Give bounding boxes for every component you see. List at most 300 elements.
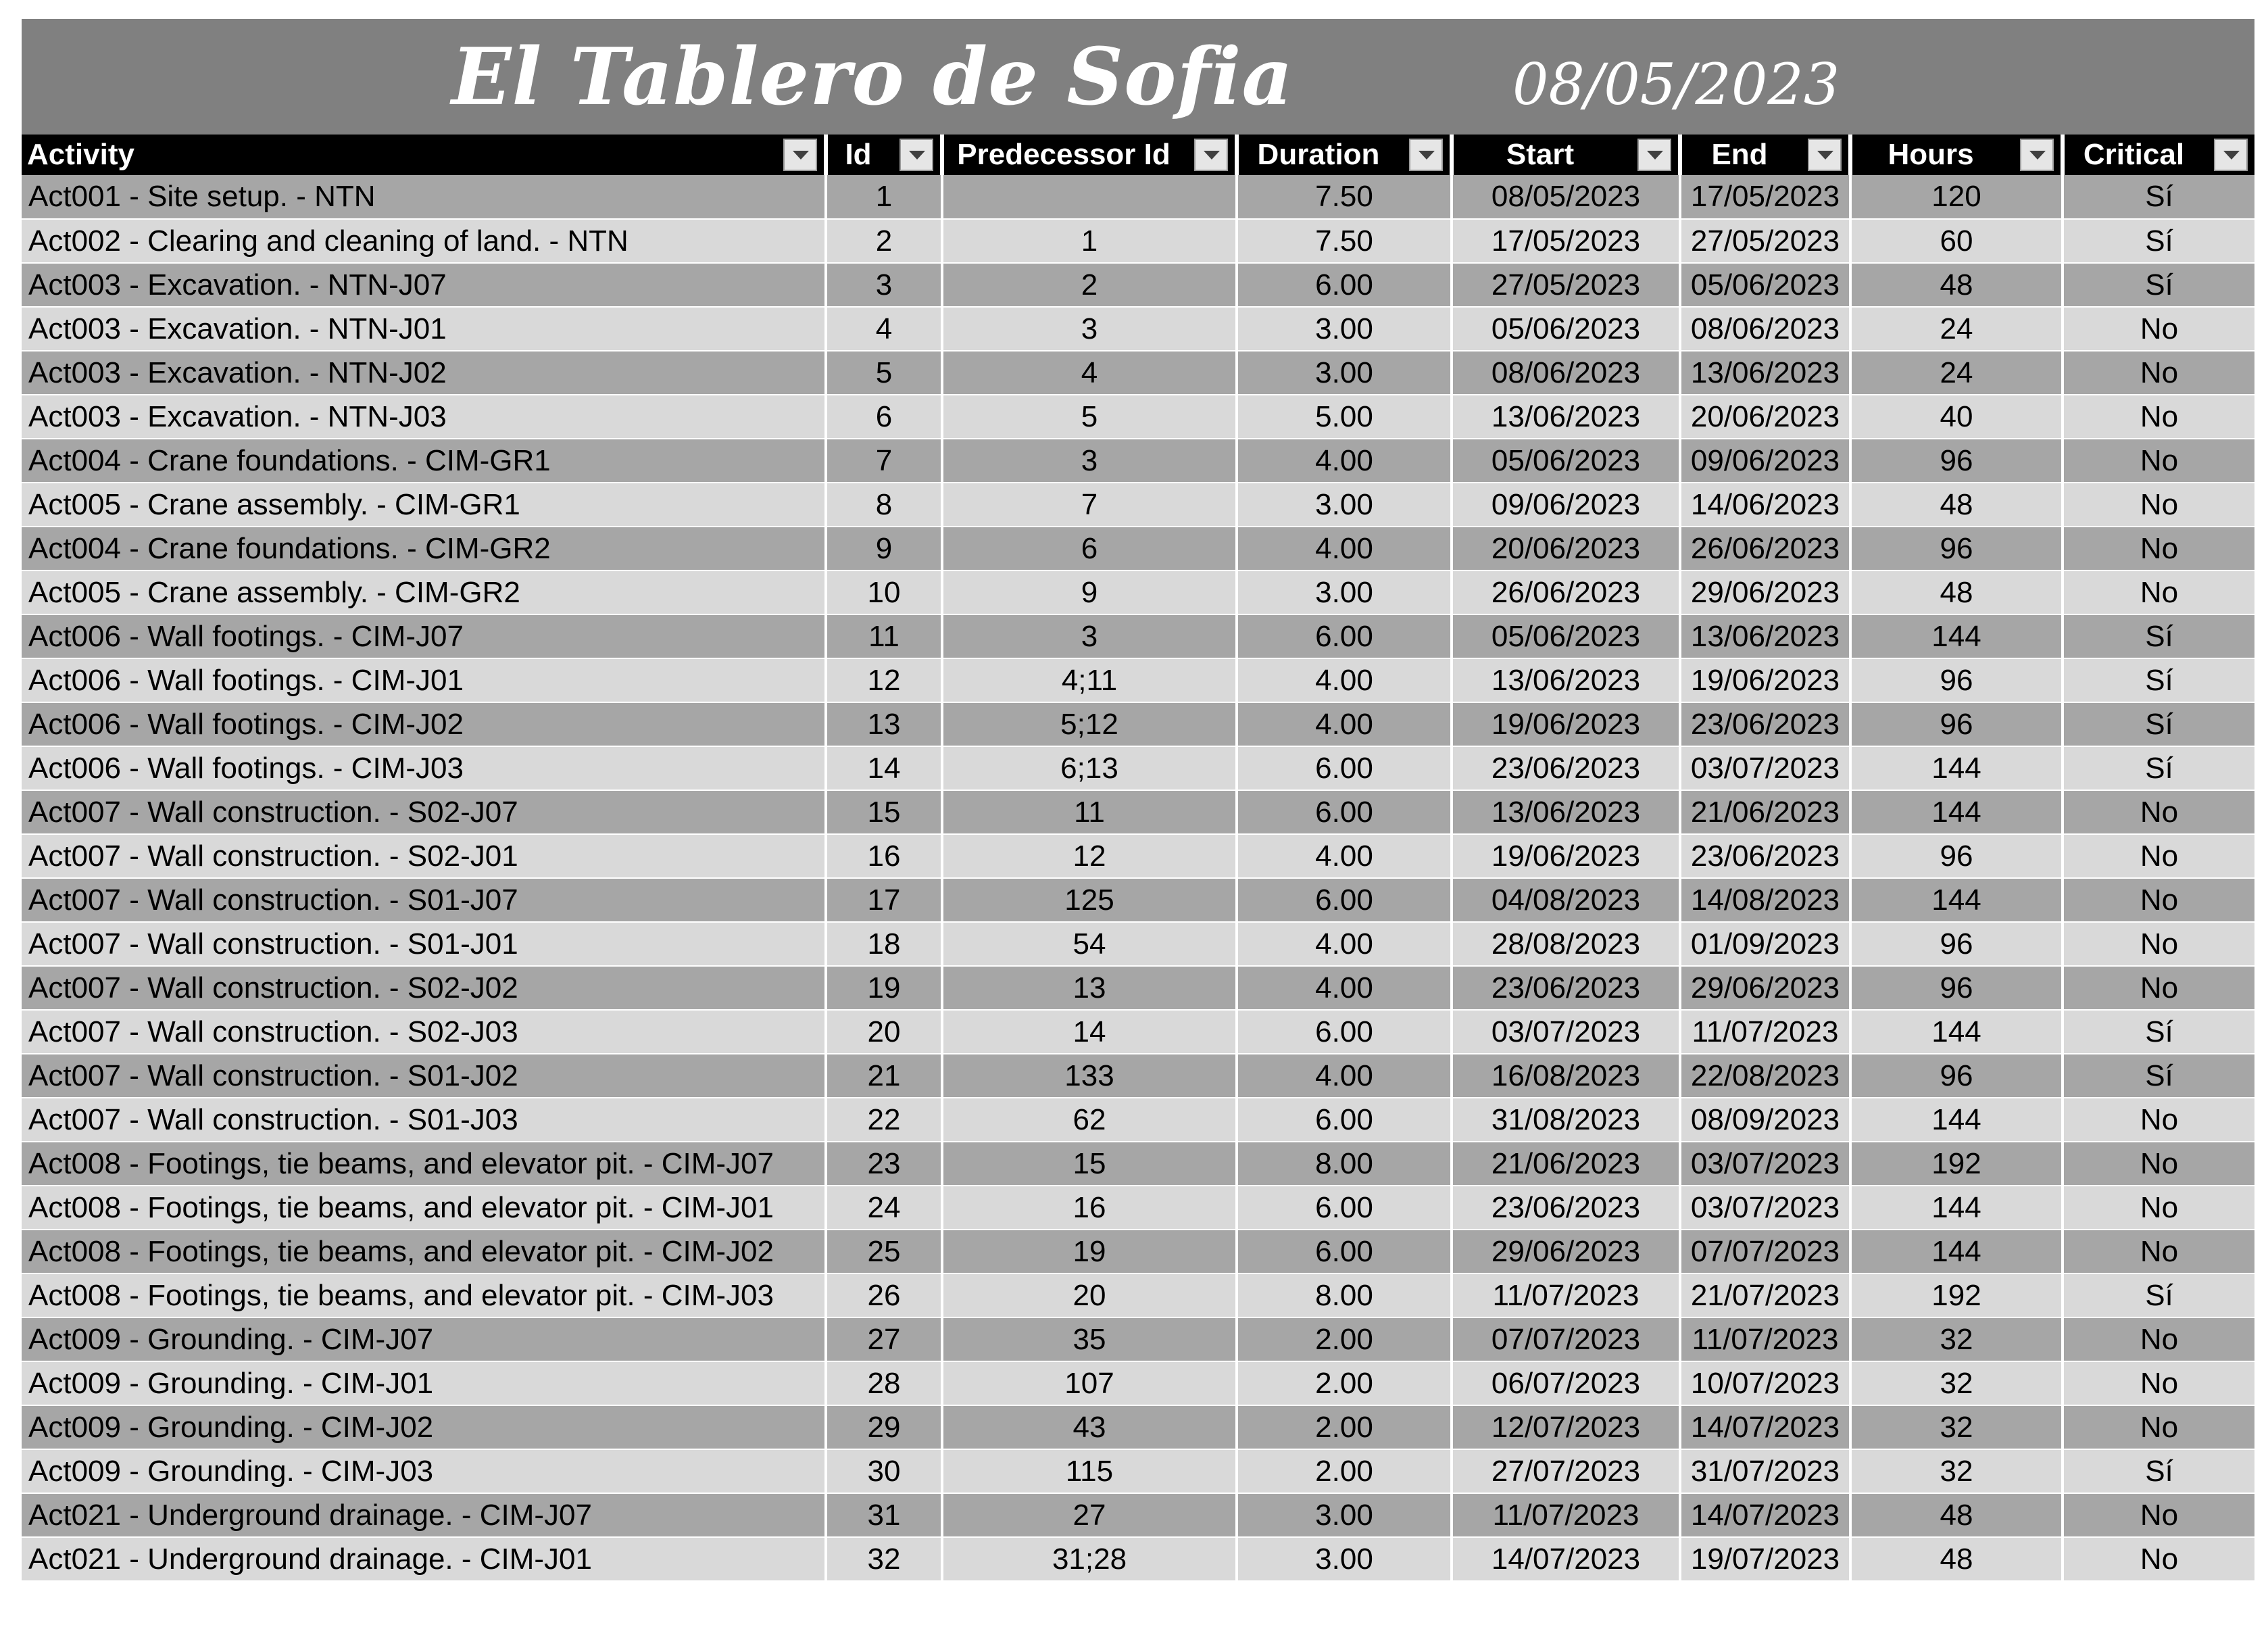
cell-predecessor-id[interactable]: 15	[942, 1142, 1237, 1186]
cell-end[interactable]: 29/06/2023	[1680, 966, 1850, 1010]
cell-critical[interactable]: No	[2063, 1361, 2254, 1405]
cell-predecessor-id[interactable]: 2	[942, 263, 1237, 307]
cell-end[interactable]: 21/06/2023	[1680, 790, 1850, 834]
filter-dropdown-icon[interactable]	[899, 139, 933, 171]
cell-id[interactable]: 26	[826, 1273, 942, 1317]
cell-duration[interactable]: 4.00	[1237, 922, 1452, 966]
cell-id[interactable]: 17	[826, 878, 942, 922]
cell-duration[interactable]: 2.00	[1237, 1317, 1452, 1361]
cell-id[interactable]: 13	[826, 702, 942, 746]
cell-hours[interactable]: 96	[1850, 966, 2063, 1010]
cell-duration[interactable]: 4.00	[1237, 658, 1452, 702]
cell-duration[interactable]: 3.00	[1237, 351, 1452, 395]
cell-critical[interactable]: Sí	[2063, 658, 2254, 702]
cell-duration[interactable]: 4.00	[1237, 1054, 1452, 1098]
cell-end[interactable]: 14/08/2023	[1680, 878, 1850, 922]
cell-end[interactable]: 23/06/2023	[1680, 702, 1850, 746]
cell-activity[interactable]: Act009 - Grounding. - CIM-J01	[22, 1361, 826, 1405]
cell-activity[interactable]: Act004 - Crane foundations. - CIM-GR2	[22, 527, 826, 571]
cell-hours[interactable]: 48	[1850, 263, 2063, 307]
cell-id[interactable]: 4	[826, 307, 942, 351]
cell-activity[interactable]: Act009 - Grounding. - CIM-J03	[22, 1449, 826, 1493]
table-row	[22, 351, 2254, 395]
cell-predecessor-id[interactable]: 7	[942, 483, 1237, 527]
cell-duration[interactable]: 3.00	[1237, 1493, 1452, 1537]
cell-duration[interactable]: 4.00	[1237, 834, 1452, 878]
cell-critical[interactable]: Sí	[2063, 263, 2254, 307]
cell-predecessor-id[interactable]: 4;11	[942, 658, 1237, 702]
title-banner	[22, 19, 2254, 135]
cell-hours[interactable]: 192	[1850, 1273, 2063, 1317]
cell-duration[interactable]: 6.00	[1237, 263, 1452, 307]
cell-critical[interactable]: No	[2063, 1142, 2254, 1186]
cell-critical[interactable]: Sí	[2063, 1273, 2254, 1317]
cell-hours[interactable]: 32	[1850, 1317, 2063, 1361]
cell-start[interactable]: 03/07/2023	[1452, 1010, 1680, 1054]
cell-predecessor-id[interactable]: 16	[942, 1186, 1237, 1230]
cell-activity[interactable]: Act001 - Site setup. - NTN	[22, 175, 826, 219]
cell-start[interactable]: 28/08/2023	[1452, 922, 1680, 966]
cell-activity[interactable]: Act006 - Wall footings. - CIM-J03	[22, 746, 826, 790]
cell-start[interactable]: 27/05/2023	[1452, 263, 1680, 307]
cell-activity[interactable]: Act007 - Wall construction. - S01-J03	[22, 1098, 826, 1142]
cell-id[interactable]: 12	[826, 658, 942, 702]
cell-end[interactable]: 29/06/2023	[1680, 571, 1850, 614]
column-header-critical	[2063, 135, 2254, 175]
cell-end[interactable]: 20/06/2023	[1680, 395, 1850, 439]
sheet-title: El Tablero de Sofia	[451, 31, 1293, 123]
cell-end[interactable]: 11/07/2023	[1680, 1317, 1850, 1361]
column-header-activity	[22, 135, 826, 175]
cell-critical[interactable]: No	[2063, 395, 2254, 439]
cell-start[interactable]: 09/06/2023	[1452, 483, 1680, 527]
cell-hours[interactable]: 40	[1850, 395, 2063, 439]
cell-id[interactable]: 15	[826, 790, 942, 834]
cell-critical[interactable]: No	[2063, 1493, 2254, 1537]
cell-critical[interactable]: No	[2063, 1537, 2254, 1581]
cell-end[interactable]: 13/06/2023	[1680, 614, 1850, 658]
cell-activity[interactable]: Act007 - Wall construction. - S02-J07	[22, 790, 826, 834]
cell-start[interactable]: 19/06/2023	[1452, 702, 1680, 746]
cell-end[interactable]: 14/06/2023	[1680, 483, 1850, 527]
cell-end[interactable]: 14/07/2023	[1680, 1493, 1850, 1537]
cell-activity[interactable]: Act008 - Footings, tie beams, and elevator pit. - CIM-J02	[22, 1230, 826, 1273]
cell-duration[interactable]: 6.00	[1237, 790, 1452, 834]
cell-id[interactable]: 8	[826, 483, 942, 527]
cell-activity[interactable]: Act021 - Underground drainage. - CIM-J01	[22, 1537, 826, 1581]
cell-hours[interactable]: 96	[1850, 834, 2063, 878]
cell-duration[interactable]: 6.00	[1237, 878, 1452, 922]
cell-critical[interactable]: No	[2063, 1230, 2254, 1273]
cell-end[interactable]: 13/06/2023	[1680, 351, 1850, 395]
cell-end[interactable]: 19/06/2023	[1680, 658, 1850, 702]
cell-start[interactable]: 29/06/2023	[1452, 1230, 1680, 1273]
cell-hours[interactable]: 96	[1850, 702, 2063, 746]
cell-activity[interactable]: Act005 - Crane assembly. - CIM-GR1	[22, 483, 826, 527]
cell-critical[interactable]: No	[2063, 527, 2254, 571]
cell-id[interactable]: 6	[826, 395, 942, 439]
cell-id[interactable]: 22	[826, 1098, 942, 1142]
cell-id[interactable]: 28	[826, 1361, 942, 1405]
cell-activity[interactable]: Act003 - Excavation. - NTN-J01	[22, 307, 826, 351]
cell-start[interactable]: 23/06/2023	[1452, 1186, 1680, 1230]
cell-predecessor-id[interactable]: 3	[942, 307, 1237, 351]
cell-id[interactable]: 18	[826, 922, 942, 966]
table-row	[22, 1405, 2254, 1449]
cell-duration[interactable]: 6.00	[1237, 1098, 1452, 1142]
cell-predecessor-id[interactable]: 27	[942, 1493, 1237, 1537]
cell-start[interactable]: 26/06/2023	[1452, 571, 1680, 614]
cell-hours[interactable]: 192	[1850, 1142, 2063, 1186]
table-row	[22, 746, 2254, 790]
cell-activity[interactable]: Act006 - Wall footings. - CIM-J02	[22, 702, 826, 746]
cell-id[interactable]: 10	[826, 571, 942, 614]
cell-end[interactable]: 14/07/2023	[1680, 1405, 1850, 1449]
table-row	[22, 966, 2254, 1010]
cell-id[interactable]: 19	[826, 966, 942, 1010]
column-label: Id	[845, 138, 872, 171]
cell-start[interactable]: 20/06/2023	[1452, 527, 1680, 571]
table-row	[22, 614, 2254, 658]
cell-id[interactable]: 7	[826, 439, 942, 483]
cell-activity[interactable]: Act021 - Underground drainage. - CIM-J07	[22, 1493, 826, 1537]
cell-hours[interactable]: 32	[1850, 1405, 2063, 1449]
filter-dropdown-icon[interactable]	[1409, 139, 1443, 171]
cell-hours[interactable]: 96	[1850, 1054, 2063, 1098]
cell-duration[interactable]: 7.50	[1237, 175, 1452, 219]
cell-predecessor-id[interactable]: 3	[942, 439, 1237, 483]
cell-activity[interactable]: Act009 - Grounding. - CIM-J07	[22, 1317, 826, 1361]
cell-duration[interactable]: 5.00	[1237, 395, 1452, 439]
cell-predecessor-id[interactable]: 4	[942, 351, 1237, 395]
cell-id[interactable]: 20	[826, 1010, 942, 1054]
cell-predecessor-id[interactable]: 1	[942, 219, 1237, 263]
column-label: Activity	[27, 138, 134, 171]
cell-activity[interactable]: Act007 - Wall construction. - S02-J02	[22, 966, 826, 1010]
cell-critical[interactable]: Sí	[2063, 1054, 2254, 1098]
cell-end[interactable]: 10/07/2023	[1680, 1361, 1850, 1405]
cell-start[interactable]: 13/06/2023	[1452, 790, 1680, 834]
cell-id[interactable]: 31	[826, 1493, 942, 1537]
column-header-id	[826, 135, 942, 175]
table-row	[22, 658, 2254, 702]
cell-predecessor-id[interactable]: 54	[942, 922, 1237, 966]
filter-dropdown-icon[interactable]	[1194, 139, 1228, 171]
filter-dropdown-icon[interactable]	[1808, 139, 1842, 171]
cell-id[interactable]: 14	[826, 746, 942, 790]
cell-hours[interactable]: 32	[1850, 1449, 2063, 1493]
cell-critical[interactable]: No	[2063, 483, 2254, 527]
cell-hours[interactable]: 144	[1850, 1010, 2063, 1054]
cell-start[interactable]: 11/07/2023	[1452, 1493, 1680, 1537]
cell-activity[interactable]: Act005 - Crane assembly. - CIM-GR2	[22, 571, 826, 614]
cell-hours[interactable]: 144	[1850, 1186, 2063, 1230]
cell-critical[interactable]: No	[2063, 571, 2254, 614]
cell-id[interactable]: 27	[826, 1317, 942, 1361]
table-row	[22, 1098, 2254, 1142]
cell-critical[interactable]: Sí	[2063, 175, 2254, 219]
cell-end[interactable]: 11/07/2023	[1680, 1010, 1850, 1054]
cell-start[interactable]: 13/06/2023	[1452, 395, 1680, 439]
cell-start[interactable]: 07/07/2023	[1452, 1317, 1680, 1361]
cell-predecessor-id[interactable]: 12	[942, 834, 1237, 878]
cell-predecessor-id[interactable]: 125	[942, 878, 1237, 922]
cell-duration[interactable]: 2.00	[1237, 1361, 1452, 1405]
cell-id[interactable]: 24	[826, 1186, 942, 1230]
column-header-start	[1452, 135, 1680, 175]
cell-duration[interactable]: 4.00	[1237, 702, 1452, 746]
cell-duration[interactable]: 8.00	[1237, 1142, 1452, 1186]
cell-id[interactable]: 5	[826, 351, 942, 395]
cell-hours[interactable]: 32	[1850, 1361, 2063, 1405]
cell-hours[interactable]: 96	[1850, 527, 2063, 571]
cell-end[interactable]: 27/05/2023	[1680, 219, 1850, 263]
cell-predecessor-id[interactable]: 107	[942, 1361, 1237, 1405]
cell-hours[interactable]: 144	[1850, 1230, 2063, 1273]
cell-activity[interactable]: Act008 - Footings, tie beams, and elevator pit. - CIM-J01	[22, 1186, 826, 1230]
cell-start[interactable]: 06/07/2023	[1452, 1361, 1680, 1405]
cell-duration[interactable]: 4.00	[1237, 966, 1452, 1010]
table-row	[22, 1493, 2254, 1537]
cell-hours[interactable]: 24	[1850, 307, 2063, 351]
cell-activity[interactable]: Act007 - Wall construction. - S01-J07	[22, 878, 826, 922]
cell-predecessor-id[interactable]: 62	[942, 1098, 1237, 1142]
cell-end[interactable]: 23/06/2023	[1680, 834, 1850, 878]
cell-critical[interactable]: No	[2063, 1098, 2254, 1142]
cell-hours[interactable]: 96	[1850, 658, 2063, 702]
cell-critical[interactable]: Sí	[2063, 1449, 2254, 1493]
cell-start[interactable]: 14/07/2023	[1452, 1537, 1680, 1581]
cell-start[interactable]: 31/08/2023	[1452, 1098, 1680, 1142]
cell-hours[interactable]: 48	[1850, 1493, 2063, 1537]
filter-dropdown-icon[interactable]	[2020, 139, 2054, 171]
cell-predecessor-id[interactable]: 6;13	[942, 746, 1237, 790]
cell-duration[interactable]: 4.00	[1237, 439, 1452, 483]
cell-critical[interactable]: No	[2063, 307, 2254, 351]
cell-critical[interactable]: No	[2063, 1186, 2254, 1230]
cell-id[interactable]: 1	[826, 175, 942, 219]
cell-end[interactable]: 01/09/2023	[1680, 922, 1850, 966]
cell-start[interactable]: 12/07/2023	[1452, 1405, 1680, 1449]
cell-hours[interactable]: 144	[1850, 878, 2063, 922]
cell-activity[interactable]: Act007 - Wall construction. - S02-J03	[22, 1010, 826, 1054]
cell-hours[interactable]: 24	[1850, 351, 2063, 395]
cell-end[interactable]: 08/06/2023	[1680, 307, 1850, 351]
column-label: Duration	[1257, 138, 1380, 171]
cell-end[interactable]: 26/06/2023	[1680, 527, 1850, 571]
cell-start[interactable]: 11/07/2023	[1452, 1273, 1680, 1317]
header-row	[22, 135, 2254, 175]
cell-predecessor-id[interactable]: 31;28	[942, 1537, 1237, 1581]
cell-predecessor-id[interactable]: 9	[942, 571, 1237, 614]
cell-id[interactable]: 29	[826, 1405, 942, 1449]
cell-end[interactable]: 03/07/2023	[1680, 746, 1850, 790]
cell-critical[interactable]: No	[2063, 1405, 2254, 1449]
cell-predecessor-id[interactable]: 20	[942, 1273, 1237, 1317]
table-row	[22, 1186, 2254, 1230]
cell-end[interactable]: 21/07/2023	[1680, 1273, 1850, 1317]
cell-activity[interactable]: Act007 - Wall construction. - S01-J01	[22, 922, 826, 966]
table-row	[22, 263, 2254, 307]
cell-critical[interactable]: No	[2063, 790, 2254, 834]
cell-duration[interactable]: 4.00	[1237, 527, 1452, 571]
cell-critical[interactable]: No	[2063, 834, 2254, 878]
cell-critical[interactable]: No	[2063, 351, 2254, 395]
table-row	[22, 439, 2254, 483]
cell-duration[interactable]: 3.00	[1237, 307, 1452, 351]
cell-critical[interactable]: No	[2063, 878, 2254, 922]
cell-end[interactable]: 19/07/2023	[1680, 1537, 1850, 1581]
cell-predecessor-id[interactable]: 19	[942, 1230, 1237, 1273]
cell-activity[interactable]: Act009 - Grounding. - CIM-J02	[22, 1405, 826, 1449]
table-row	[22, 219, 2254, 263]
table-row	[22, 1054, 2254, 1098]
cell-start[interactable]: 05/06/2023	[1452, 439, 1680, 483]
sheet-date: 08/05/2023	[1512, 51, 1840, 118]
cell-hours[interactable]: 120	[1850, 175, 2063, 219]
cell-id[interactable]: 30	[826, 1449, 942, 1493]
cell-activity[interactable]: Act003 - Excavation. - NTN-J02	[22, 351, 826, 395]
cell-id[interactable]: 2	[826, 219, 942, 263]
cell-end[interactable]: 09/06/2023	[1680, 439, 1850, 483]
cell-id[interactable]: 11	[826, 614, 942, 658]
cell-duration[interactable]: 6.00	[1237, 746, 1452, 790]
cell-hours[interactable]: 144	[1850, 746, 2063, 790]
cell-duration[interactable]: 8.00	[1237, 1273, 1452, 1317]
cell-critical[interactable]: No	[2063, 439, 2254, 483]
cell-activity[interactable]: Act008 - Footings, tie beams, and elevator pit. - CIM-J07	[22, 1142, 826, 1186]
cell-start[interactable]: 27/07/2023	[1452, 1449, 1680, 1493]
cell-duration[interactable]: 3.00	[1237, 571, 1452, 614]
cell-start[interactable]: 05/06/2023	[1452, 307, 1680, 351]
cell-end[interactable]: 08/09/2023	[1680, 1098, 1850, 1142]
filter-dropdown-icon[interactable]	[1637, 139, 1671, 171]
cell-start[interactable]: 17/05/2023	[1452, 219, 1680, 263]
cell-activity[interactable]: Act006 - Wall footings. - CIM-J07	[22, 614, 826, 658]
cell-start[interactable]: 05/06/2023	[1452, 614, 1680, 658]
table-row	[22, 1010, 2254, 1054]
cell-id[interactable]: 23	[826, 1142, 942, 1186]
cell-start[interactable]: 23/06/2023	[1452, 966, 1680, 1010]
column-label: Predecessor Id	[957, 138, 1170, 171]
filter-dropdown-icon[interactable]	[783, 139, 817, 171]
column-header-end	[1680, 135, 1850, 175]
table-row	[22, 1361, 2254, 1405]
cell-duration[interactable]: 6.00	[1237, 1010, 1452, 1054]
cell-start[interactable]: 08/05/2023	[1452, 175, 1680, 219]
cell-predecessor-id[interactable]: 6	[942, 527, 1237, 571]
cell-activity[interactable]: Act003 - Excavation. - NTN-J07	[22, 263, 826, 307]
table-row	[22, 1537, 2254, 1581]
cell-hours[interactable]: 48	[1850, 1537, 2063, 1581]
cell-critical[interactable]: No	[2063, 922, 2254, 966]
table-row	[22, 922, 2254, 966]
cell-start[interactable]: 04/08/2023	[1452, 878, 1680, 922]
cell-hours[interactable]: 60	[1850, 219, 2063, 263]
table-row	[22, 1230, 2254, 1273]
cell-duration[interactable]: 7.50	[1237, 219, 1452, 263]
cell-predecessor-id[interactable]	[942, 175, 1237, 219]
cell-hours[interactable]: 144	[1850, 614, 2063, 658]
cell-end[interactable]: 22/08/2023	[1680, 1054, 1850, 1098]
cell-predecessor-id[interactable]: 14	[942, 1010, 1237, 1054]
cell-start[interactable]: 21/06/2023	[1452, 1142, 1680, 1186]
cell-predecessor-id[interactable]: 5	[942, 395, 1237, 439]
cell-predecessor-id[interactable]: 43	[942, 1405, 1237, 1449]
filter-dropdown-icon[interactable]	[2214, 139, 2248, 171]
cell-hours[interactable]: 48	[1850, 571, 2063, 614]
cell-id[interactable]: 21	[826, 1054, 942, 1098]
cell-critical[interactable]: Sí	[2063, 746, 2254, 790]
cell-id[interactable]: 3	[826, 263, 942, 307]
cell-hours[interactable]: 96	[1850, 439, 2063, 483]
cell-start[interactable]: 08/06/2023	[1452, 351, 1680, 395]
cell-activity[interactable]: Act007 - Wall construction. - S01-J02	[22, 1054, 826, 1098]
cell-activity[interactable]: Act002 - Clearing and cleaning of land. - NTN	[22, 219, 826, 263]
cell-id[interactable]: 32	[826, 1537, 942, 1581]
cell-duration[interactable]: 3.00	[1237, 1537, 1452, 1581]
table-row	[22, 702, 2254, 746]
cell-start[interactable]: 16/08/2023	[1452, 1054, 1680, 1098]
column-header-hours	[1850, 135, 2063, 175]
table-row	[22, 483, 2254, 527]
cell-duration[interactable]: 6.00	[1237, 1186, 1452, 1230]
cell-activity[interactable]: Act004 - Crane foundations. - CIM-GR1	[22, 439, 826, 483]
cell-predecessor-id[interactable]: 5;12	[942, 702, 1237, 746]
table-row	[22, 878, 2254, 922]
cell-critical[interactable]: No	[2063, 966, 2254, 1010]
cell-critical[interactable]: Sí	[2063, 219, 2254, 263]
cell-end[interactable]: 03/07/2023	[1680, 1142, 1850, 1186]
cell-hours[interactable]: 48	[1850, 483, 2063, 527]
cell-activity[interactable]: Act008 - Footings, tie beams, and elevator pit. - CIM-J03	[22, 1273, 826, 1317]
cell-predecessor-id[interactable]: 3	[942, 614, 1237, 658]
cell-start[interactable]: 23/06/2023	[1452, 746, 1680, 790]
cell-predecessor-id[interactable]: 133	[942, 1054, 1237, 1098]
cell-activity[interactable]: Act003 - Excavation. - NTN-J03	[22, 395, 826, 439]
cell-end[interactable]: 03/07/2023	[1680, 1186, 1850, 1230]
cell-duration[interactable]: 2.00	[1237, 1449, 1452, 1493]
cell-duration[interactable]: 6.00	[1237, 1230, 1452, 1273]
cell-predecessor-id[interactable]: 115	[942, 1449, 1237, 1493]
cell-id[interactable]: 16	[826, 834, 942, 878]
cell-activity[interactable]: Act007 - Wall construction. - S02-J01	[22, 834, 826, 878]
cell-hours[interactable]: 144	[1850, 1098, 2063, 1142]
cell-critical[interactable]: Sí	[2063, 1010, 2254, 1054]
cell-predecessor-id[interactable]: 11	[942, 790, 1237, 834]
cell-critical[interactable]: Sí	[2063, 702, 2254, 746]
cell-activity[interactable]: Act006 - Wall footings. - CIM-J01	[22, 658, 826, 702]
cell-id[interactable]: 9	[826, 527, 942, 571]
cell-predecessor-id[interactable]: 13	[942, 966, 1237, 1010]
cell-end[interactable]: 31/07/2023	[1680, 1449, 1850, 1493]
cell-predecessor-id[interactable]: 35	[942, 1317, 1237, 1361]
cell-critical[interactable]: No	[2063, 1317, 2254, 1361]
cell-id[interactable]: 25	[826, 1230, 942, 1273]
cell-end[interactable]: 07/07/2023	[1680, 1230, 1850, 1273]
cell-duration[interactable]: 6.00	[1237, 614, 1452, 658]
cell-critical[interactable]: Sí	[2063, 614, 2254, 658]
cell-duration[interactable]: 2.00	[1237, 1405, 1452, 1449]
table-row	[22, 175, 2254, 219]
cell-start[interactable]: 19/06/2023	[1452, 834, 1680, 878]
cell-duration[interactable]: 3.00	[1237, 483, 1452, 527]
cell-end[interactable]: 05/06/2023	[1680, 263, 1850, 307]
cell-start[interactable]: 13/06/2023	[1452, 658, 1680, 702]
cell-end[interactable]: 17/05/2023	[1680, 175, 1850, 219]
cell-hours[interactable]: 144	[1850, 790, 2063, 834]
cell-hours[interactable]: 96	[1850, 922, 2063, 966]
